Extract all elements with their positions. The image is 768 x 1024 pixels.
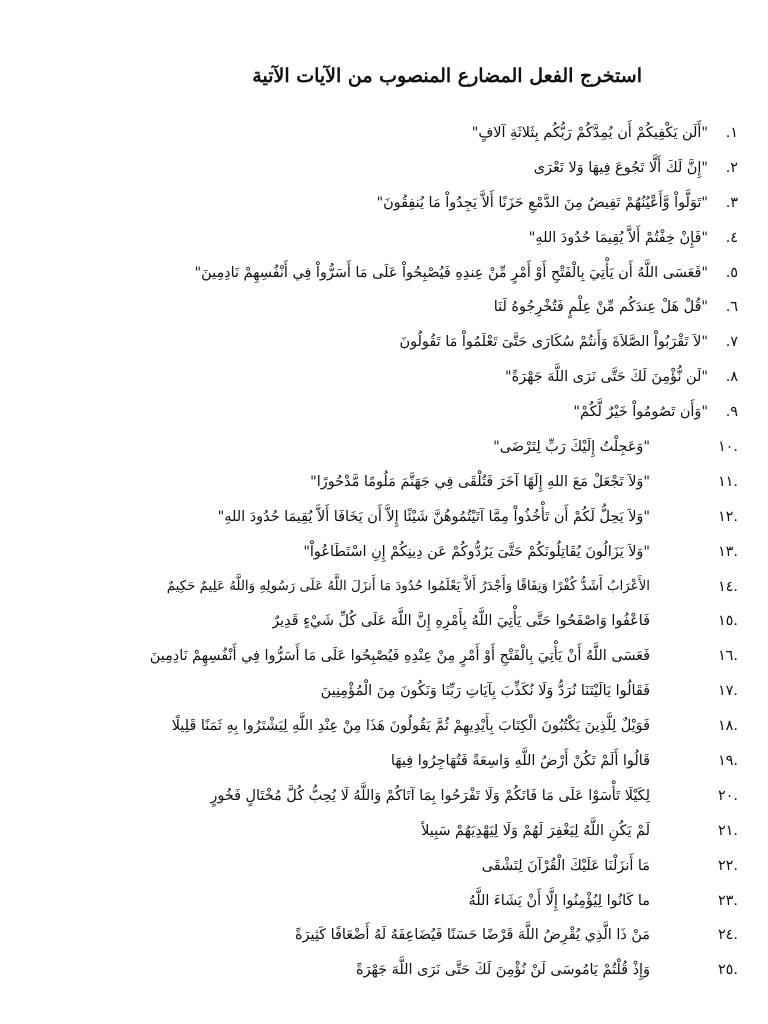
- verse-text: الأَعْرَابُ أَشَدُّ كُفْرًا وَنِفَاقًا وَأَجْدَرُ أَلاَّ يَعْلَمُوا حُدُودَ مَا أَنزَلَ اللَّهُ عَلَى رَسُولِهِ وَاللَّهُ عَلِيمٌ حَكِيمٌ: [166, 578, 650, 594]
- page-title: استخرج الفعل المضارع المنصوب من الآيات الآتية: [252, 65, 642, 87]
- verse-number: .١٠: [717, 439, 738, 456]
- verse-list: [150, 116, 738, 988]
- verse-number: .٢٢: [717, 857, 738, 874]
- verse-item: [150, 709, 738, 744]
- verse-number: .٢٥: [717, 962, 738, 979]
- verse-text: "لَن نُّؤْمِنَ لَكَ حَتَّى نَرَى اللَّهَ جَهْرَةً": [505, 369, 708, 386]
- verse-number: .١٢: [717, 508, 738, 525]
- verse-number: ٥.: [725, 264, 738, 281]
- verse-number: .٢٠: [717, 787, 738, 804]
- verse-text: فَاعْفُوا وَاصْفَحُوا حَتَّى يَأْتِيَ اللَّهُ بِأَمْرِهِ إِنَّ اللَّهَ عَلَى كُلِّ شَيْءٍ قَدِيرٌ: [272, 613, 650, 630]
- verse-text: "وَلاَ يَزَالُونَ يُقَاتِلُونَكُمْ حَتَّىَ يَرُدُّوكُمْ عَن دِينِكُمْ إِنِ اسْتَطَاعُواْ": [303, 543, 650, 560]
- verse-item: [150, 744, 738, 779]
- verse-item: [150, 430, 738, 465]
- verse-text: "لاَ تَقْرَبُواْ الصَّلاَةَ وَأَنتُمْ سُكَارَى حَتَّىَ تَعْلَمُواْ مَا تَقُولُونَ: [399, 334, 708, 351]
- verse-item: [150, 325, 738, 360]
- verse-text: "وَلاَ يَحِلُّ لَكُمْ أَن تَأْخُذُواْ مِمَّا آتَيْتُمُوهُنَّ شَيْئًا إِلاَّ أَن يَخَافَا أَلاَّ يُقِيمَا حُدُودَ اللهِ": [217, 508, 650, 525]
- verse-item: [150, 465, 738, 500]
- verse-number: .١٩: [717, 753, 738, 770]
- verse-text: "وَأَن تَصُومُواْ خَيْرٌ لَّكُمْ": [573, 404, 708, 421]
- verse-item: [150, 674, 738, 709]
- verse-number: .١١: [717, 473, 738, 490]
- verse-item: [150, 814, 738, 849]
- verse-number: .١٦: [717, 648, 738, 665]
- verse-item: [150, 953, 738, 988]
- verse-item: [150, 395, 738, 430]
- verse-item: [150, 535, 738, 570]
- verse-item: [150, 570, 738, 605]
- verse-item: [150, 221, 738, 256]
- verse-number: ٣.: [725, 194, 738, 211]
- verse-item: [150, 151, 738, 186]
- verse-number: ٤.: [725, 229, 738, 246]
- verse-text: "تَوَلَّواْ وَّأَعْيُنُهُمْ تَفِيضُ مِنَ الدَّمْعِ حَزَنًا أَلاَّ يَجِدُواْ مَا يُنفِقُونَ": [376, 194, 708, 211]
- verse-number: ٢.: [725, 159, 738, 176]
- verse-item: [150, 779, 738, 814]
- verse-item: [150, 360, 738, 395]
- verse-text: "فَإِنْ خِفْتُمْ أَلاَّ يُقِيمَا حُدُودَ اللهِ": [528, 229, 708, 246]
- verse-item: [150, 884, 738, 919]
- verse-number: .١٥: [717, 613, 738, 630]
- verse-text: "فَعَسَى اللَّهُ أَن يَأْتِيَ بِالْفَتْحِ أَوْ أَمْرٍ مِّنْ عِندِهِ فَيُصْبِحُواْ عَلَى مَا أَسَرُّواْ فِي أَنْفُسِهِمْ نَادِمِينَ": [194, 264, 708, 281]
- verse-number: ٨.: [725, 369, 738, 386]
- verse-text: "وَعَجِلْتُ إِلَيْكَ رَبِّ لِتَرْضَى": [493, 439, 650, 456]
- verse-number: ١.: [725, 125, 738, 141]
- verse-text: لِكَيْلَا تَأْسَوْا عَلَى مَا فَاتَكُمْ وَلَا تَفْرَحُوا بِمَا آتَاكُمْ وَاللَّهُ لَا يُحِبُّ كُلَّ مُخْتَالٍ فَخُورٍ: [210, 787, 650, 804]
- verse-number: .١٨: [717, 718, 738, 735]
- verse-number: ٩.: [725, 404, 738, 421]
- verse-text: مَا أَنزَلْنَا عَلَيْكَ الْقُرْآنَ لِتَشْقَى: [481, 857, 650, 874]
- verse-item: [150, 918, 738, 953]
- verse-item: [150, 256, 738, 291]
- verse-item: [150, 604, 738, 639]
- verse-number: .١٣: [717, 543, 738, 560]
- verse-number: ٦.: [725, 299, 738, 316]
- verse-text: "قُلْ هَلْ عِندَكُم مِّنْ عِلْمٍ فَتُخْرِجُوهُ لَنَا: [493, 299, 708, 316]
- verse-number: .٢٤: [717, 927, 738, 944]
- verse-text: "إِنَّ لَكَ أَلَّا تَجُوعَ فِيهَا وَلا تَعْرَى: [533, 159, 708, 176]
- verse-item: [150, 500, 738, 535]
- verse-item: [150, 186, 738, 221]
- verse-number: .١٧: [717, 683, 738, 700]
- verse-text: وَإِذْ قُلْتُمْ يَامُوسَى لَنْ نُؤْمِنَ لَكَ حَتَّى نَرَى اللَّهَ جَهْرَةً: [356, 962, 650, 979]
- verse-item: [150, 116, 738, 151]
- verse-text: مَنْ ذَا الَّذِي يُقْرِضُ اللَّهَ قَرْضًا حَسَنًا فَيُضَاعِفَهُ لَهُ أَضْعَافًا كَثِيرَةً: [295, 927, 650, 944]
- verse-item: [150, 849, 738, 884]
- verse-text: فَعَسَى اللَّهُ أَنْ يَأْتِيَ بِالْفَتْحِ أَوْ أَمْرٍ مِنْ عِنْدِهِ فَيُصْبِحُوا عَلَى مَا أَسَرُّوا فِي أَنْفُسِهِمْ نَادِمِينَ: [149, 648, 650, 665]
- verse-number: ٧.: [725, 334, 738, 351]
- verse-number: .٢٣: [717, 892, 738, 909]
- verse-text: ما كَانُوا لِيُؤْمِنُوا إِلَّا أَنْ يَشَاءَ اللَّهُ: [468, 892, 650, 909]
- verse-text: قَالُوا أَلَمْ تَكُنْ أَرْضُ اللَّهِ وَاسِعَةً فَتُهَاجِرُوا فِيهَا: [390, 753, 650, 770]
- verse-text: "وَلاَ تَجْعَلْ مَعَ اللهِ إِلَهًا آخَرَ فَتُلْقَى فِي جَهَنَّمَ مَلُومًا مَّدْحُورًا": [310, 473, 650, 490]
- verse-text: لَمْ يَكُنِ اللَّهُ لِيَغْفِرَ لَهُمْ وَلَا لِيَهْدِيَهُمْ سَبِيلاً: [421, 822, 650, 839]
- verse-text: "أَلَن يَكْفِيكُمْ أَن يُمِدَّكُمْ رَبُّكُم بِثَلاثَةِ آلافٍ": [471, 125, 708, 141]
- verse-number: .٢١: [717, 822, 738, 839]
- verse-text: فَقَالُوا يَالَيْتَنَا نُرَدُّ وَلَا نُكَذِّبَ بِآيَاتِ رَبِّنَا وَنَكُونَ مِنَ الْمُؤْمِنِينَ: [320, 683, 650, 700]
- verse-text: فَوَيْلٌ لِلَّذِينَ يَكْتُبُونَ الْكِتَابَ بِأَيْدِيهِمْ ثُمَّ يَقُولُونَ هَذَا مِنْ عِنْدِ اللَّهِ لِيَشْتَرُوا بِهِ ثَمَنًا قَلِيلًا: [171, 718, 650, 735]
- verse-item: [150, 639, 738, 674]
- verse-item: [150, 290, 738, 325]
- verse-number: .١٤: [717, 578, 738, 595]
